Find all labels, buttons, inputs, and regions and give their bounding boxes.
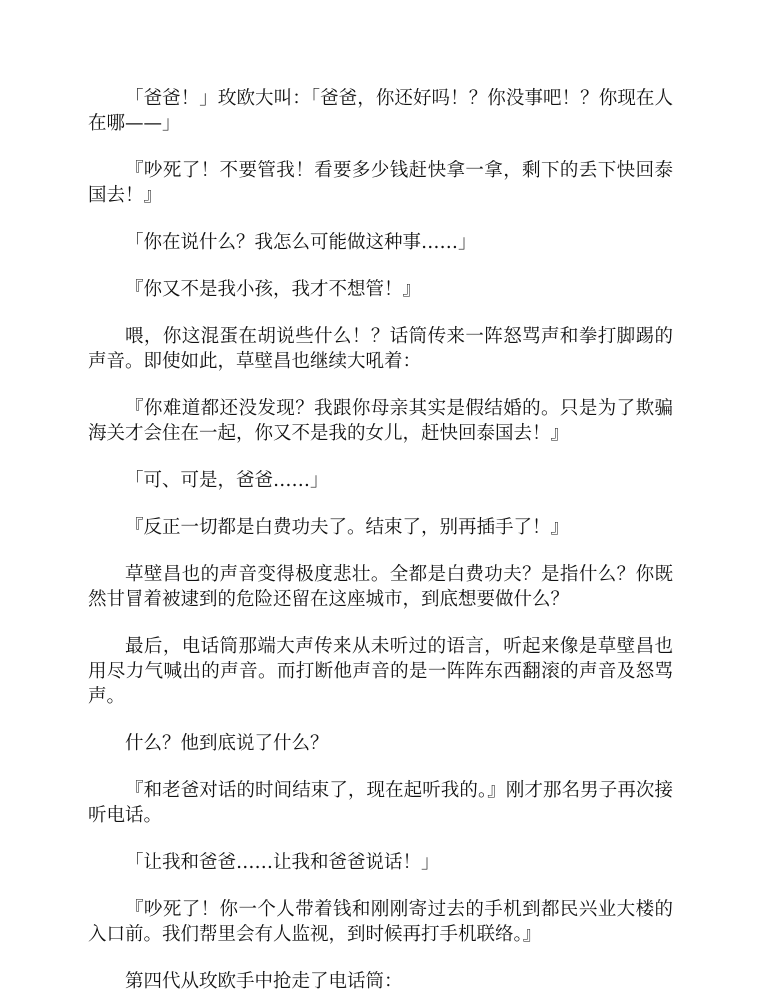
paragraph: 『反正一切都是白费功夫了。结束了，别再插手了！』	[125, 517, 570, 538]
paragraph: 什么？他到底说了什么？	[125, 733, 329, 754]
paragraph: 「让我和爸爸……让我和爸爸说话！」	[125, 852, 440, 873]
paragraph: 最后，电话筒那端大声传来从未听过的语言，听起来像是草壁昌也用尽力气喊出的声音。而打断他声音的是一阵阵东西翻滚的声音及怒骂声。	[88, 636, 673, 707]
paragraph: 「爸爸！」玫欧大叫：「爸爸，你还好吗！？你没事吧！？你现在人在哪——」	[88, 88, 673, 134]
paragraph: 『和老爸对话的时间结束了，现在起听我的。』刚才那名男子再次接听电话。	[88, 780, 673, 826]
paragraph: 『吵死了！不要管我！看要多少钱赶快拿一拿，剩下的丢下快回泰国去！』	[88, 160, 673, 206]
paragraph: 『你难道都还没发现？我跟你母亲其实是假结婚的。只是为了欺骗海关才会住在一起，你又不是我的女儿，赶快回泰国去！』	[88, 398, 673, 444]
paragraph: 喂，你这混蛋在胡说些什么！？话筒传来一阵怒骂声和拳打脚踢的声音。即使如此，草壁昌也继续大吼着：	[88, 326, 673, 372]
paragraph: 『你又不是我小孩，我才不想管！』	[125, 279, 422, 300]
paragraph: 「可、可是，爸爸……」	[125, 470, 329, 491]
paragraph: 第四代从玫欧手中抢走了电话筒：	[125, 971, 403, 992]
paragraph: 『吵死了！你一个人带着钱和刚刚寄过去的手机到都民兴业大楼的入口前。我们帮里会有人监视，到时候再打手机联络。』	[88, 899, 673, 945]
paragraph: 草壁昌也的声音变得极度悲壮。全都是白费功夫？是指什么？你既然甘冒着被逮到的危险还留在这座城市，到底想要做什么？	[88, 564, 673, 610]
paragraph: 「你在说什么？我怎么可能做这种事……」	[125, 232, 477, 253]
